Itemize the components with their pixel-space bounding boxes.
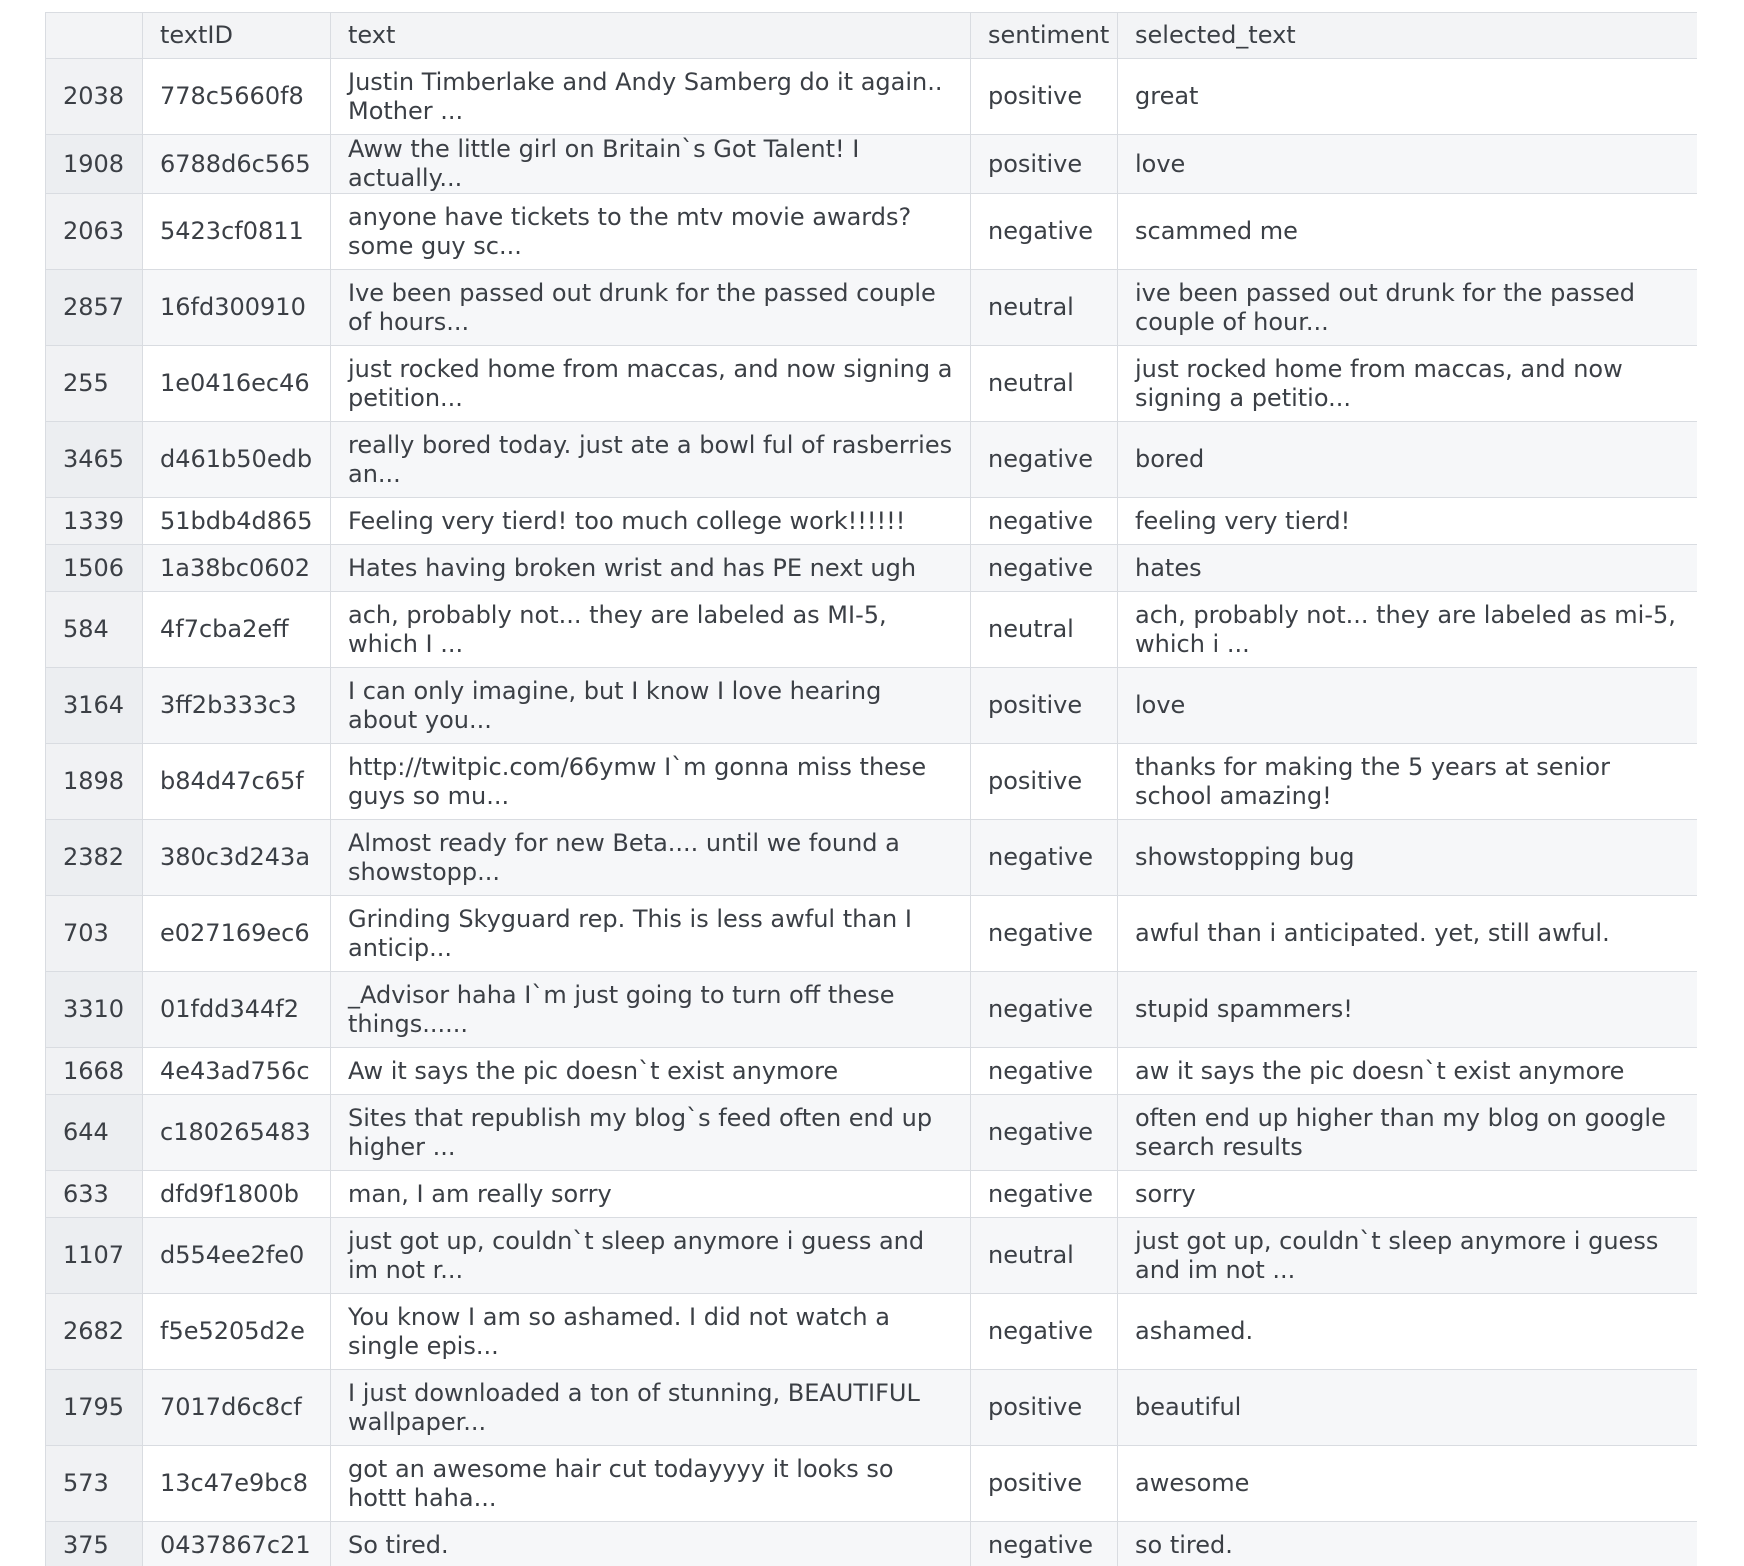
column-header-text: text bbox=[331, 13, 971, 59]
cell-selected-text: ashamed. bbox=[1118, 1294, 1698, 1370]
cell-textid: 778c5660f8 bbox=[143, 59, 331, 135]
table-row bbox=[46, 668, 1698, 744]
cell-text: anyone have tickets to the mtv movie awards? some guy sc... bbox=[331, 194, 971, 270]
cell-textid: 13c47e9bc8 bbox=[143, 1446, 331, 1522]
row-index: 375 bbox=[46, 1522, 143, 1566]
cell-text: just got up, couldn`t sleep anymore i guess and im not r... bbox=[331, 1218, 971, 1294]
table-row bbox=[46, 592, 1698, 668]
cell-textid: 51bdb4d865 bbox=[143, 498, 331, 545]
row-index: 703 bbox=[46, 896, 143, 972]
row-index: 2382 bbox=[46, 820, 143, 896]
cell-selected-text: ach, probably not... they are labeled as mi-5, which i ... bbox=[1118, 592, 1698, 668]
cell-sentiment: negative bbox=[971, 1095, 1118, 1171]
cell-selected-text: beautiful bbox=[1118, 1370, 1698, 1446]
cell-textid: 01fdd344f2 bbox=[143, 972, 331, 1048]
row-index: 1506 bbox=[46, 545, 143, 592]
row-index: 2063 bbox=[46, 194, 143, 270]
cell-selected-text: great bbox=[1118, 59, 1698, 135]
table-row bbox=[46, 346, 1698, 422]
cell-textid: 7017d6c8cf bbox=[143, 1370, 331, 1446]
table-row bbox=[46, 270, 1698, 346]
table-row bbox=[46, 972, 1698, 1048]
cell-text: ach, probably not... they are labeled as MI-5, which I ... bbox=[331, 592, 971, 668]
cell-textid: b84d47c65f bbox=[143, 744, 331, 820]
column-header-index bbox=[46, 13, 143, 59]
data-table-container bbox=[45, 12, 1697, 1566]
cell-selected-text: ive been passed out drunk for the passed couple of hour... bbox=[1118, 270, 1698, 346]
cell-sentiment: negative bbox=[971, 896, 1118, 972]
row-index: 584 bbox=[46, 592, 143, 668]
cell-sentiment: positive bbox=[971, 1370, 1118, 1446]
cell-text: I can only imagine, but I know I love hearing about you... bbox=[331, 668, 971, 744]
cell-textid: d461b50edb bbox=[143, 422, 331, 498]
cell-sentiment: positive bbox=[971, 1446, 1118, 1522]
cell-sentiment: negative bbox=[971, 1048, 1118, 1095]
cell-sentiment: neutral bbox=[971, 270, 1118, 346]
cell-selected-text: love bbox=[1118, 135, 1698, 194]
cell-selected-text: love bbox=[1118, 668, 1698, 744]
row-index: 2038 bbox=[46, 59, 143, 135]
cell-selected-text: just rocked home from maccas, and now signing a petitio... bbox=[1118, 346, 1698, 422]
cell-selected-text: feeling very tierd! bbox=[1118, 498, 1698, 545]
cell-text: Grinding Skyguard rep. This is less awful than I anticip... bbox=[331, 896, 971, 972]
column-header-textid: textID bbox=[143, 13, 331, 59]
cell-textid: 4f7cba2eff bbox=[143, 592, 331, 668]
cell-textid: dfd9f1800b bbox=[143, 1171, 331, 1218]
cell-selected-text: showstopping bug bbox=[1118, 820, 1698, 896]
cell-text: Justin Timberlake and Andy Samberg do it again.. Mother ... bbox=[331, 59, 971, 135]
cell-selected-text: so tired. bbox=[1118, 1522, 1698, 1566]
row-index: 1898 bbox=[46, 744, 143, 820]
cell-selected-text: scammed me bbox=[1118, 194, 1698, 270]
table-row bbox=[46, 1218, 1698, 1294]
cell-text: Almost ready for new Beta.... until we found a showstopp... bbox=[331, 820, 971, 896]
cell-sentiment: positive bbox=[971, 744, 1118, 820]
cell-sentiment: positive bbox=[971, 668, 1118, 744]
row-index: 255 bbox=[46, 346, 143, 422]
table-row bbox=[46, 498, 1698, 545]
table-row bbox=[46, 135, 1698, 194]
table-row bbox=[46, 1095, 1698, 1171]
table-row bbox=[46, 1171, 1698, 1218]
row-index: 1107 bbox=[46, 1218, 143, 1294]
row-index: 1668 bbox=[46, 1048, 143, 1095]
cell-sentiment: negative bbox=[971, 1171, 1118, 1218]
cell-selected-text: sorry bbox=[1118, 1171, 1698, 1218]
cell-selected-text: just got up, couldn`t sleep anymore i guess and im not ... bbox=[1118, 1218, 1698, 1294]
cell-sentiment: negative bbox=[971, 194, 1118, 270]
cell-textid: 5423cf0811 bbox=[143, 194, 331, 270]
cell-textid: 16fd300910 bbox=[143, 270, 331, 346]
cell-sentiment: negative bbox=[971, 422, 1118, 498]
cell-textid: c180265483 bbox=[143, 1095, 331, 1171]
table-row bbox=[46, 1294, 1698, 1370]
cell-selected-text: bored bbox=[1118, 422, 1698, 498]
cell-textid: d554ee2fe0 bbox=[143, 1218, 331, 1294]
table-row bbox=[46, 1522, 1698, 1566]
table-row bbox=[46, 820, 1698, 896]
cell-selected-text: stupid spammers! bbox=[1118, 972, 1698, 1048]
table-row bbox=[46, 744, 1698, 820]
cell-textid: e027169ec6 bbox=[143, 896, 331, 972]
row-index: 2682 bbox=[46, 1294, 143, 1370]
cell-sentiment: negative bbox=[971, 498, 1118, 545]
data-table bbox=[45, 12, 1697, 1566]
row-index: 573 bbox=[46, 1446, 143, 1522]
cell-text: _Advisor haha I`m just going to turn off these things...... bbox=[331, 972, 971, 1048]
cell-sentiment: neutral bbox=[971, 592, 1118, 668]
cell-sentiment: negative bbox=[971, 1294, 1118, 1370]
column-header-selected-text: selected_text bbox=[1118, 13, 1698, 59]
cell-selected-text: awesome bbox=[1118, 1446, 1698, 1522]
cell-sentiment: negative bbox=[971, 1522, 1118, 1566]
table-row bbox=[46, 545, 1698, 592]
cell-text: Aww the little girl on Britain`s Got Talent! I actually... bbox=[331, 135, 971, 194]
cell-sentiment: negative bbox=[971, 820, 1118, 896]
cell-selected-text: aw it says the pic doesn`t exist anymore bbox=[1118, 1048, 1698, 1095]
cell-textid: 1a38bc0602 bbox=[143, 545, 331, 592]
cell-text: really bored today. just ate a bowl ful of rasberries an... bbox=[331, 422, 971, 498]
row-index: 1339 bbox=[46, 498, 143, 545]
cell-sentiment: neutral bbox=[971, 1218, 1118, 1294]
cell-selected-text: often end up higher than my blog on google search results bbox=[1118, 1095, 1698, 1171]
cell-text: http://twitpic.com/66ymw I`m gonna miss these guys so mu... bbox=[331, 744, 971, 820]
cell-sentiment: positive bbox=[971, 59, 1118, 135]
row-index: 3310 bbox=[46, 972, 143, 1048]
row-index: 644 bbox=[46, 1095, 143, 1171]
cell-text: got an awesome hair cut todayyyy it looks so hottt haha... bbox=[331, 1446, 971, 1522]
cell-textid: f5e5205d2e bbox=[143, 1294, 331, 1370]
cell-sentiment: negative bbox=[971, 972, 1118, 1048]
table-row bbox=[46, 194, 1698, 270]
cell-sentiment: neutral bbox=[971, 346, 1118, 422]
cell-textid: 3ff2b333c3 bbox=[143, 668, 331, 744]
table-row bbox=[46, 422, 1698, 498]
cell-text: Aw it says the pic doesn`t exist anymore bbox=[331, 1048, 971, 1095]
row-index: 633 bbox=[46, 1171, 143, 1218]
cell-text: Hates having broken wrist and has PE next ugh bbox=[331, 545, 971, 592]
cell-selected-text: hates bbox=[1118, 545, 1698, 592]
cell-sentiment: positive bbox=[971, 135, 1118, 194]
cell-text: Ive been passed out drunk for the passed couple of hours... bbox=[331, 270, 971, 346]
table-row bbox=[46, 1048, 1698, 1095]
cell-text: So tired. bbox=[331, 1522, 971, 1566]
cell-textid: 380c3d243a bbox=[143, 820, 331, 896]
cell-text: You know I am so ashamed. I did not watch a single epis... bbox=[331, 1294, 971, 1370]
table-row bbox=[46, 1370, 1698, 1446]
cell-selected-text: awful than i anticipated. yet, still awful. bbox=[1118, 896, 1698, 972]
cell-textid: 0437867c21 bbox=[143, 1522, 331, 1566]
cell-sentiment: negative bbox=[971, 545, 1118, 592]
cell-textid: 1e0416ec46 bbox=[143, 346, 331, 422]
table-header-row bbox=[46, 13, 1698, 59]
row-index: 3164 bbox=[46, 668, 143, 744]
row-index: 3465 bbox=[46, 422, 143, 498]
cell-text: I just downloaded a ton of stunning, BEAUTIFUL wallpaper... bbox=[331, 1370, 971, 1446]
row-index: 1908 bbox=[46, 135, 143, 194]
table-row bbox=[46, 59, 1698, 135]
cell-textid: 4e43ad756c bbox=[143, 1048, 331, 1095]
table-row bbox=[46, 896, 1698, 972]
table-row bbox=[46, 1446, 1698, 1522]
cell-text: Sites that republish my blog`s feed often end up higher ... bbox=[331, 1095, 971, 1171]
cell-text: Feeling very tierd! too much college work!!!!!! bbox=[331, 498, 971, 545]
cell-text: man, I am really sorry bbox=[331, 1171, 971, 1218]
column-header-sentiment: sentiment bbox=[971, 13, 1118, 59]
row-index: 2857 bbox=[46, 270, 143, 346]
cell-selected-text: thanks for making the 5 years at senior school amazing! bbox=[1118, 744, 1698, 820]
cell-textid: 6788d6c565 bbox=[143, 135, 331, 194]
row-index: 1795 bbox=[46, 1370, 143, 1446]
cell-text: just rocked home from maccas, and now signing a petition... bbox=[331, 346, 971, 422]
